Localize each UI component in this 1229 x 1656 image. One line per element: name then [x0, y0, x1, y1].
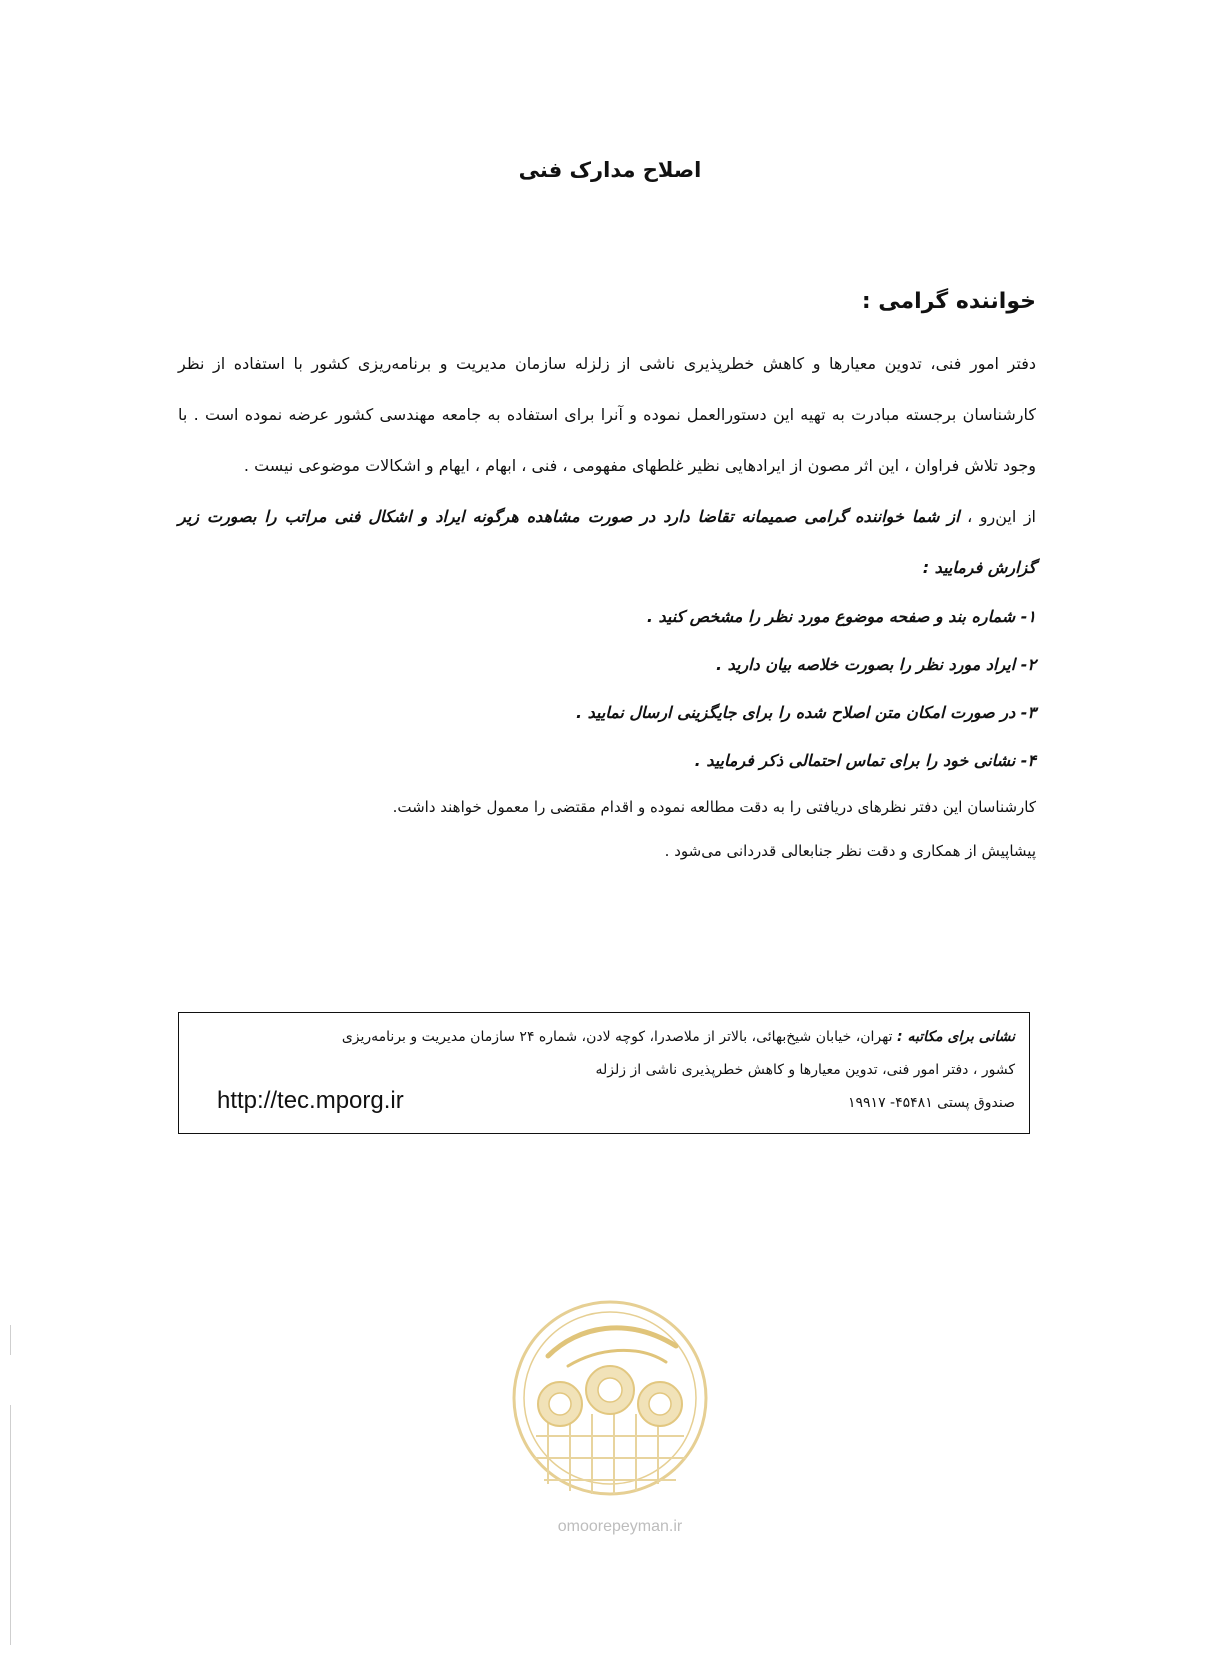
request-paragraph	[178, 491, 1036, 593]
closing-paragraph-1: کارشناسان این دفتر نظرهای دریافتی را به دقت مطالعه نموده و اقدام مقتضی را معمول خواهند داشت.	[392, 798, 1036, 816]
page-title: اصلاح مدارک فنی	[518, 158, 702, 182]
instruction-list	[178, 593, 1036, 785]
website-url: http://tec.mporg.ir	[217, 1087, 404, 1114]
list-item: ۳- در صورت امکان متن اصلاح شده را برای جایگزینی ارسال نمایید .	[575, 703, 1036, 722]
address-box	[178, 1012, 1030, 1134]
address-text-1: تهران، خیابان شیخ‌بهائی، بالاتر از ملاصدرا، کوچه لادن، شماره ۲۴ سازمان مدیریت و برنامه‌ریزی	[341, 1029, 893, 1045]
list-item: ۲- ایراد مورد نظر را بصورت خلاصه بیان دارید .	[715, 655, 1036, 674]
scan-edge-mark	[10, 1405, 11, 1645]
greeting-heading: خواننده گرامی :	[861, 289, 1036, 314]
watermark-caption: omoorepeyman.ir	[557, 1518, 683, 1535]
list-item: ۱- شماره بند و صفحه موضوع مورد نظر را مشخص کنید .	[646, 607, 1036, 626]
address-label: نشانی برای مکاتبه :	[896, 1029, 1015, 1045]
address-line-1	[193, 1021, 1015, 1054]
request-emphasis: از شما خواننده گرامی صمیمانه تقاضا دارد در صورت مشاهده هرگونه ایراد و اشکال فنی مراتب را بصورت زیر گزارش فرمایید :	[178, 507, 1036, 577]
gear-logo-icon	[508, 1286, 712, 1516]
request-prefix: از این‌رو ،	[967, 507, 1036, 526]
list-item: ۴- نشانی خود را برای تماس احتمالی ذکر فرمایید .	[694, 751, 1036, 770]
closing-paragraph-2: پیشاپیش از همکاری و دقت نظر جنابعالی قدردانی می‌شود .	[664, 842, 1036, 860]
intro-paragraph: دفتر امور فنی، تدوین معیارها و کاهش خطرپذیری ناشی از زلزله سازمان مدیریت و برنامه‌ریزی کشور با استفاده از نظر کارشناسان برجسته مبادرت به تهیه این دستورالعمل نموده و آنرا برای استفاده به جامعه مهندسی کشور عرضه نموده است . با وجود تلاش فراوان ، این اثر مصون از ایرادهایی نظیر غلطهای مفهومی ، فنی ، ابهام ، ایهام و اشکالات موضوعی نیست .	[178, 354, 1036, 475]
scan-edge-mark	[10, 1325, 11, 1355]
address-line-3: صندوق پستی ۴۵۴۸۱- ۱۹۹۱۷	[848, 1095, 1015, 1111]
document-body	[178, 282, 1036, 873]
address-line-2: کشور ، دفتر امور فنی، تدوین معیارها و کاهش خطرپذیری ناشی از زلزله	[595, 1062, 1015, 1078]
